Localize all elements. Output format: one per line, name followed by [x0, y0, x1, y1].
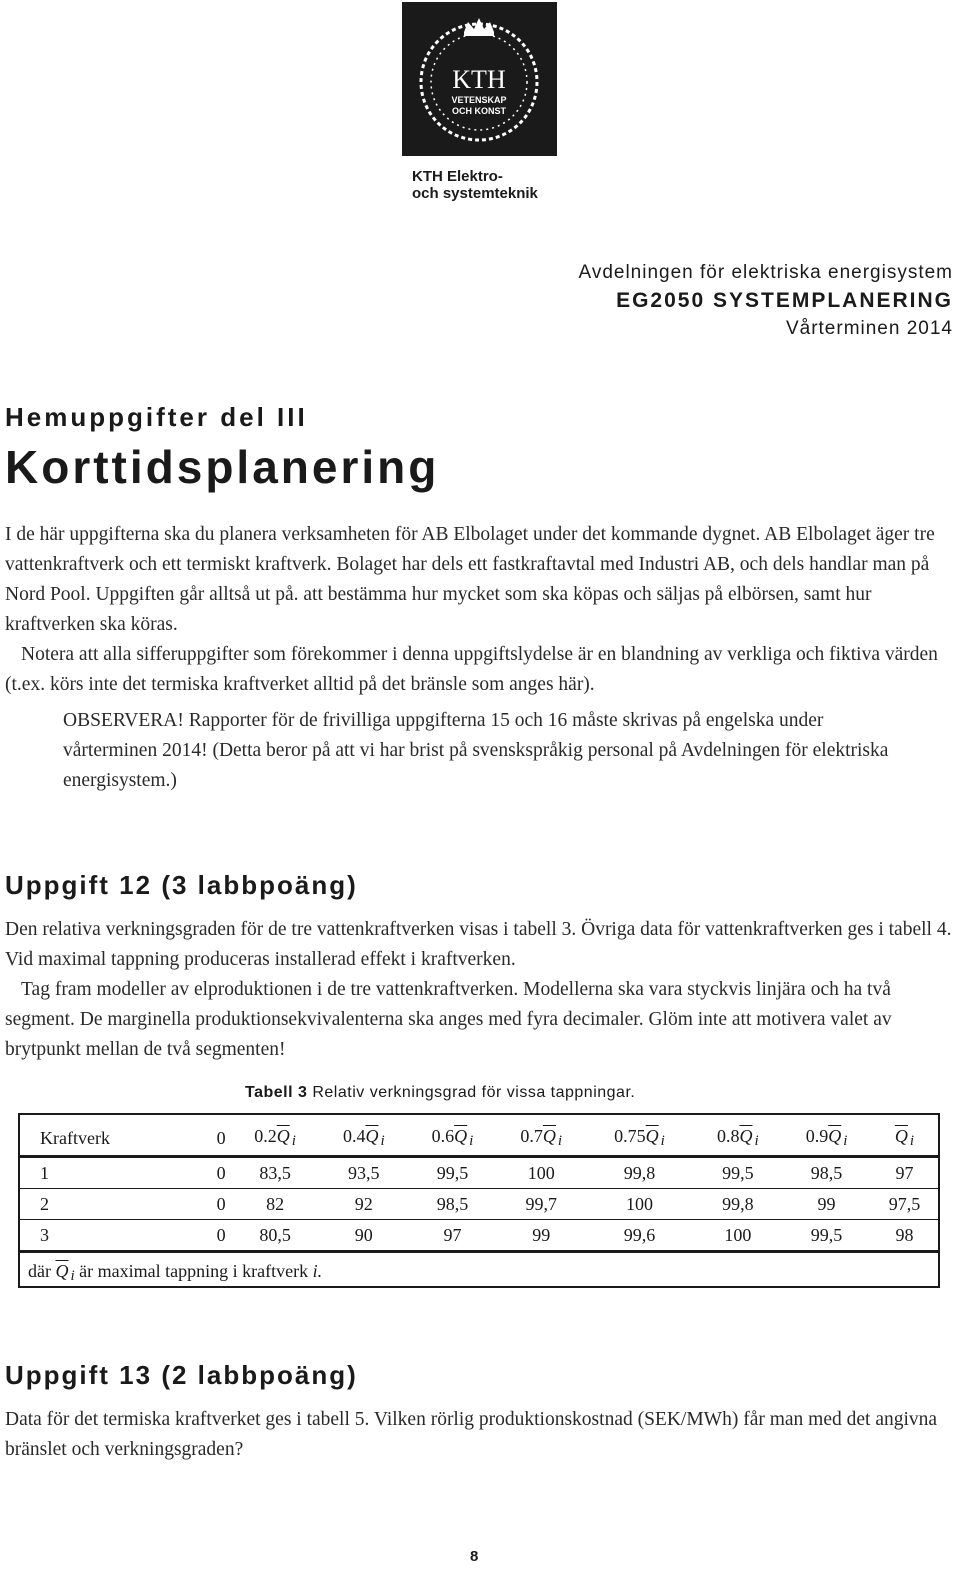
- header-q: $\overline{Q}$: [739, 1126, 753, 1146]
- table-cell: 99,6: [586, 1220, 694, 1252]
- table-cell: 80,5: [231, 1220, 320, 1252]
- table-header-cell: [231, 1121, 320, 1157]
- division-name: Avdelningen för elektriska energisystem: [578, 262, 953, 283]
- header-q: $\overline{Q}$: [645, 1126, 659, 1146]
- kth-emblem-icon: [402, 2, 557, 156]
- table-cell: 0: [212, 1189, 231, 1220]
- header-q: $\overline{Q}$: [828, 1126, 842, 1146]
- table-row: [20, 1189, 938, 1220]
- table-cell: 99,5: [782, 1220, 871, 1252]
- header-q-sub: i: [754, 1133, 759, 1149]
- header-q: $\overline{Q}$: [365, 1126, 379, 1146]
- task12-paragraph-2: Tag fram modeller av elproduktionen i de tre vattenkraftverken. Modellerna ska vara styckvis linjära och ha två segment. De marginella produktionsekvivalenterna ska anges med fyra decimaler. Glöm inte att motivera valet av brytpunkt mellan de två segmenten!: [5, 979, 892, 1060]
- table-header-cell: Kraftverk: [20, 1121, 212, 1157]
- table-cell: 100: [693, 1220, 782, 1252]
- header-prefix: 0.9: [805, 1126, 829, 1146]
- header-prefix: 0.6: [431, 1126, 455, 1146]
- task12-heading: Uppgift 12 (3 labbpoäng): [5, 870, 358, 900]
- table-body: [20, 1157, 938, 1252]
- header-prefix: 0.2: [254, 1126, 277, 1146]
- table3-frame: [18, 1113, 940, 1288]
- intro-paragraph-2: Notera att alla sifferuppgifter som förekommer i denna uppgiftslydelse är en blandning av verkliga och fiktiva värden (t.ex. körs inte det termiska kraftverket alltid på det bränsle som anges här).: [5, 644, 938, 695]
- table-cell: 90: [319, 1220, 408, 1252]
- logo-department: [412, 168, 538, 202]
- table-header-cell: [212, 1121, 231, 1157]
- table-cell: 0: [212, 1157, 231, 1189]
- intro-paragraph-1: I de här uppgifterna ska du planera verksamheten för AB Elbolaget under det kommande dygnet. AB Elbolaget äger tre vattenkraftverk och ett termiskt kraftverk. Bolaget har dels ett fastkraftavtal med Industri AB, och dels handlar man på Nord Pool. Uppgiften går alltså ut på. att bestämma hur mycket som ska köpas och säljas på elbörsen, samt hur kraftverken ska köras.: [5, 524, 935, 635]
- table-header-cell: [782, 1121, 871, 1157]
- table-cell: 0: [212, 1220, 231, 1252]
- header-q-sub: i: [291, 1133, 296, 1149]
- table-cell: 99,7: [497, 1189, 586, 1220]
- header-q-sub: i: [557, 1133, 563, 1149]
- intro-text: [5, 520, 957, 796]
- header-q-sub: i: [469, 1133, 474, 1149]
- header-prefix: 0.7: [520, 1126, 543, 1146]
- table-cell: 97: [408, 1220, 497, 1252]
- table-cell: 99,8: [586, 1157, 694, 1189]
- logo-kth-text: KTH: [452, 65, 506, 94]
- table-cell: 93,5: [319, 1157, 408, 1189]
- table-cell: 3: [20, 1220, 212, 1252]
- table-header-row: [20, 1121, 938, 1157]
- table-row: [20, 1220, 938, 1252]
- task13-paragraph-1: Data för det termiska kraftverket ges i tabell 5. Vilken rörlig produktionskostnad (SEK/MWh) får man med det angivna bränslet och verkningsgraden?: [5, 1409, 938, 1460]
- table-header-cell: [871, 1121, 938, 1157]
- table3-note-before: där: [28, 1261, 51, 1281]
- header-q: $\overline{Q}$: [894, 1126, 908, 1146]
- table3-note-sub: i: [70, 1268, 75, 1284]
- table3-caption-text: Relativ verkningsgrad för vissa tappningar.: [312, 1084, 636, 1101]
- table-cell: 99,8: [693, 1189, 782, 1220]
- header-q-sub: i: [380, 1133, 385, 1149]
- table-cell: 82: [231, 1189, 320, 1220]
- table-header-cell: [693, 1121, 782, 1157]
- table-cell: 100: [497, 1157, 586, 1189]
- header-q: $\overline{Q}$: [276, 1126, 290, 1146]
- table-cell: 1: [20, 1157, 212, 1189]
- table-cell: 98,5: [408, 1189, 497, 1220]
- task13-text: [5, 1405, 957, 1465]
- header-q-sub: i: [909, 1133, 915, 1149]
- table-cell: 98: [871, 1220, 938, 1252]
- table-cell: 99: [782, 1189, 871, 1220]
- table-cell: 100: [586, 1189, 694, 1220]
- header-q: $\overline{Q}$: [542, 1126, 556, 1146]
- header-prefix: 0.8: [716, 1126, 740, 1146]
- table3-note-after: är maximal tappning i kraftverk: [79, 1261, 309, 1281]
- table-row: [20, 1157, 938, 1189]
- table3-note: [28, 1261, 322, 1285]
- section-title: Korttidsplanering: [5, 441, 440, 493]
- table-cell: 97: [871, 1157, 938, 1189]
- header-prefix: 0.4: [342, 1126, 366, 1146]
- header-q-sub: i: [843, 1133, 848, 1149]
- efficiency-table: [20, 1121, 938, 1253]
- header-prefix: 0.75: [614, 1126, 646, 1146]
- term-label: Vårterminen 2014: [785, 318, 953, 339]
- table-header-cell: [586, 1121, 694, 1157]
- task12-text: [5, 915, 957, 1065]
- table3-caption: [245, 1084, 635, 1102]
- intro-observera-note: OBSERVERA! Rapporter för de frivilliga uppgifterna 15 och 16 måste skrivas på engelska under vårterminen 2014! (Detta beror på att vi har brist på svenskspråkig personal på Avdelningen för elektriska energisystem.): [63, 710, 889, 791]
- table-cell: 92: [319, 1189, 408, 1220]
- table3-caption-label: Tabell 3: [245, 1084, 308, 1101]
- table-cell: 98,5: [782, 1157, 871, 1189]
- table-header-cell: [497, 1121, 586, 1157]
- table-cell: 83,5: [231, 1157, 320, 1189]
- table-cell: 99,5: [408, 1157, 497, 1189]
- table3-note-q: $\overline{Q}$: [55, 1261, 69, 1281]
- table3-note-var: i.: [312, 1261, 323, 1281]
- task13-heading: Uppgift 13 (2 labbpoäng): [5, 1360, 358, 1390]
- table-cell: 97,5: [871, 1189, 938, 1220]
- course-title: EG2050 SYSTEMPLANERING: [616, 289, 953, 312]
- logo-dept-line2: och systemteknik: [412, 185, 538, 202]
- table-cell: 99: [497, 1220, 586, 1252]
- table-header-cell: [319, 1121, 408, 1157]
- logo-dept-line1: KTH Elektro-: [412, 168, 503, 185]
- header-q: $\overline{Q}$: [454, 1126, 468, 1146]
- table-cell: 99,5: [693, 1157, 782, 1189]
- header-q-sub: i: [660, 1133, 665, 1149]
- logo-line1-text: VETENSKAP: [451, 95, 507, 105]
- logo-line2-text: OCH KONST: [452, 106, 506, 116]
- page-number: 8: [470, 1548, 479, 1565]
- kth-logo: [402, 2, 557, 156]
- header-prefix: 0: [216, 1127, 226, 1148]
- section-subtitle: Hemuppgifter del III: [5, 402, 308, 432]
- table-cell: 2: [20, 1189, 212, 1220]
- task12-paragraph-1: Den relativa verkningsgraden för de tre vattenkraftverken visas i tabell 3. Övriga data för vattenkraftverken ges i tabell 4. Vid maximal tappning produceras installerad effekt i kraftverken.: [5, 919, 952, 970]
- table-header-cell: [408, 1121, 497, 1157]
